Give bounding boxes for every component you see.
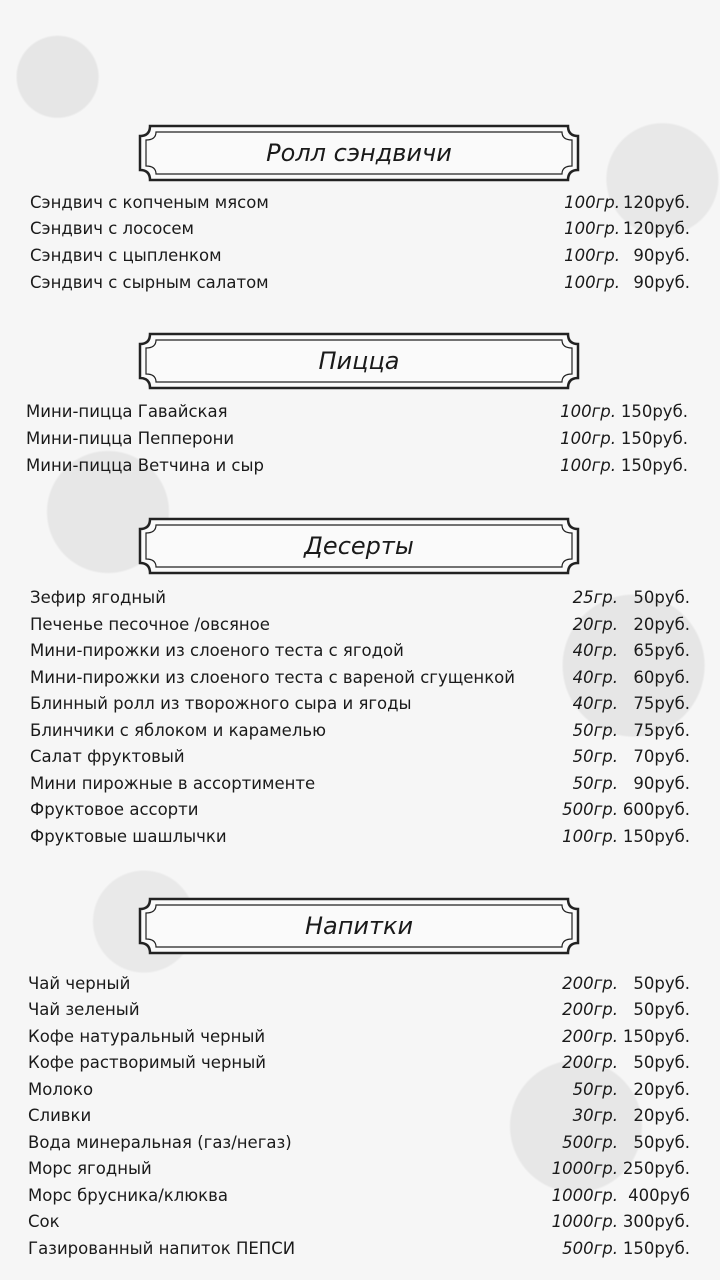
item-price: 90руб.	[633, 773, 690, 793]
item-weight: 40гр.	[572, 667, 618, 687]
item-price: 50руб.	[633, 1052, 690, 1072]
menu-item	[30, 189, 690, 215]
item-name: Фруктовое ассорти	[30, 799, 199, 819]
item-name: Блинный ролл из творожного сыра и ягоды	[30, 693, 412, 713]
item-price: 20руб.	[633, 614, 690, 634]
item-price: 400руб	[628, 1185, 690, 1205]
section-header-desserts	[136, 515, 582, 577]
item-price: 50руб.	[633, 999, 690, 1019]
item-name: Печенье песочное /овсяное	[30, 614, 270, 634]
item-name: Сэндвич с цыпленком	[30, 245, 222, 265]
item-weight: 200гр.	[562, 1052, 618, 1072]
item-price: 75руб.	[633, 720, 690, 740]
menu-item	[28, 1129, 690, 1155]
item-price: 150руб.	[622, 1026, 690, 1046]
menu-item	[28, 1049, 690, 1075]
item-name: Мини-пицца Гавайская	[26, 401, 228, 421]
menu-item	[30, 269, 690, 295]
menu-item	[28, 970, 690, 996]
item-price: 120руб.	[622, 218, 690, 238]
menu-item	[30, 717, 690, 743]
menu-item	[30, 664, 690, 690]
item-price: 600руб.	[622, 799, 690, 819]
section-header-drinks	[136, 895, 582, 957]
item-name: Мини-пирожки из слоеного теста с вареной сгущенкой	[30, 667, 516, 687]
item-name: Морс брусника/клюква	[28, 1185, 228, 1205]
menu-item	[28, 996, 690, 1022]
item-weight: 25гр.	[572, 587, 618, 607]
menu-item	[30, 637, 690, 663]
item-name: Фруктовые шашлычки	[30, 826, 227, 846]
menu-item	[30, 242, 690, 268]
item-price: 120руб.	[622, 192, 690, 212]
menu-item	[30, 823, 690, 849]
item-price: 150руб.	[622, 826, 690, 846]
menu-item	[28, 1076, 690, 1102]
menu-item	[28, 1182, 690, 1208]
item-price: 150руб.	[620, 455, 688, 475]
menu-item	[28, 1155, 690, 1181]
item-name: Морс ягодный	[28, 1158, 152, 1178]
item-name: Мини-пирожки из слоеного теста с ягодой	[30, 640, 404, 660]
menu-item	[30, 611, 690, 637]
menu-item	[30, 743, 690, 769]
item-weight: 1000гр.	[551, 1158, 618, 1178]
item-price: 90руб.	[633, 245, 690, 265]
menu-item	[28, 1023, 690, 1049]
item-weight: 50гр.	[572, 1079, 618, 1099]
item-price: 20руб.	[633, 1079, 690, 1099]
item-price: 50руб.	[633, 1132, 690, 1152]
item-weight: 200гр.	[562, 973, 618, 993]
item-weight: 1000гр.	[551, 1211, 618, 1231]
item-name: Молоко	[28, 1079, 94, 1099]
item-price: 150руб.	[620, 428, 688, 448]
section-title: Ролл сэндвичи	[266, 139, 452, 167]
item-name: Мини пирожные в ассортименте	[30, 773, 316, 793]
section-title: Десерты	[304, 532, 414, 560]
item-price: 75руб.	[633, 693, 690, 713]
item-name: Сок	[28, 1211, 60, 1231]
item-name: Мини-пицца Пепперони	[26, 428, 235, 448]
menu-item	[28, 1208, 690, 1234]
item-name: Чай черный	[28, 973, 131, 993]
item-weight: 100гр.	[560, 455, 616, 475]
item-weight: 30гр.	[572, 1105, 618, 1125]
item-name: Сэндвич с лососем	[30, 218, 195, 238]
item-price: 50руб.	[633, 587, 690, 607]
item-name: Сэндвич с сырным салатом	[30, 272, 269, 292]
menu-item	[30, 690, 690, 716]
item-name: Кофе натуральный черный	[28, 1026, 266, 1046]
item-weight: 1000гр.	[551, 1185, 618, 1205]
menu-item	[28, 1235, 690, 1261]
menu-item	[30, 796, 690, 822]
item-weight: 50гр.	[572, 746, 618, 766]
section-title: Пицца	[318, 347, 400, 375]
item-price: 60руб.	[633, 667, 690, 687]
item-weight: 20гр.	[572, 614, 618, 634]
item-weight: 200гр.	[562, 1026, 618, 1046]
item-name: Блинчики с яблоком и карамелью	[30, 720, 326, 740]
item-price: 70руб.	[633, 746, 690, 766]
item-weight: 100гр.	[564, 272, 620, 292]
section-header-pizza	[136, 330, 582, 392]
item-name: Кофе растворимый черный	[28, 1052, 266, 1072]
item-weight: 100гр.	[560, 401, 616, 421]
item-weight: 500гр.	[562, 799, 618, 819]
menu-item	[30, 770, 690, 796]
item-weight: 500гр.	[562, 1238, 618, 1258]
item-price: 300руб.	[622, 1211, 690, 1231]
item-weight: 50гр.	[572, 773, 618, 793]
item-price: 150руб.	[622, 1238, 690, 1258]
item-price: 150руб.	[620, 401, 688, 421]
menu-item	[26, 425, 688, 451]
item-weight: 40гр.	[572, 640, 618, 660]
item-name: Сливки	[28, 1105, 92, 1125]
item-name: Салат фруктовый	[30, 746, 185, 766]
item-weight: 500гр.	[562, 1132, 618, 1152]
menu-item	[26, 398, 688, 424]
item-name: Сэндвич с копченым мясом	[30, 192, 269, 212]
item-price: 20руб.	[633, 1105, 690, 1125]
item-weight: 40гр.	[572, 693, 618, 713]
item-weight: 200гр.	[562, 999, 618, 1019]
item-name: Газированный напиток ПЕПСИ	[28, 1238, 296, 1258]
item-name: Зефир ягодный	[30, 587, 166, 607]
section-title: Напитки	[304, 912, 414, 940]
menu-item	[28, 1102, 690, 1128]
menu-item	[26, 452, 688, 478]
item-weight: 50гр.	[572, 720, 618, 740]
item-weight: 100гр.	[560, 428, 616, 448]
item-price: 65руб.	[633, 640, 690, 660]
item-name: Мини-пицца Ветчина и сыр	[26, 455, 264, 475]
item-price: 50руб.	[633, 973, 690, 993]
menu-item	[30, 215, 690, 241]
item-price: 90руб.	[633, 272, 690, 292]
item-price: 250руб.	[622, 1158, 690, 1178]
menu-item	[30, 584, 690, 610]
item-name: Чай зеленый	[28, 999, 140, 1019]
section-header-rolls	[136, 122, 582, 184]
item-weight: 100гр.	[564, 192, 620, 212]
item-weight: 100гр.	[562, 826, 618, 846]
item-name: Вода минеральная (газ/негаз)	[28, 1132, 292, 1152]
item-weight: 100гр.	[564, 245, 620, 265]
item-weight: 100гр.	[564, 218, 620, 238]
